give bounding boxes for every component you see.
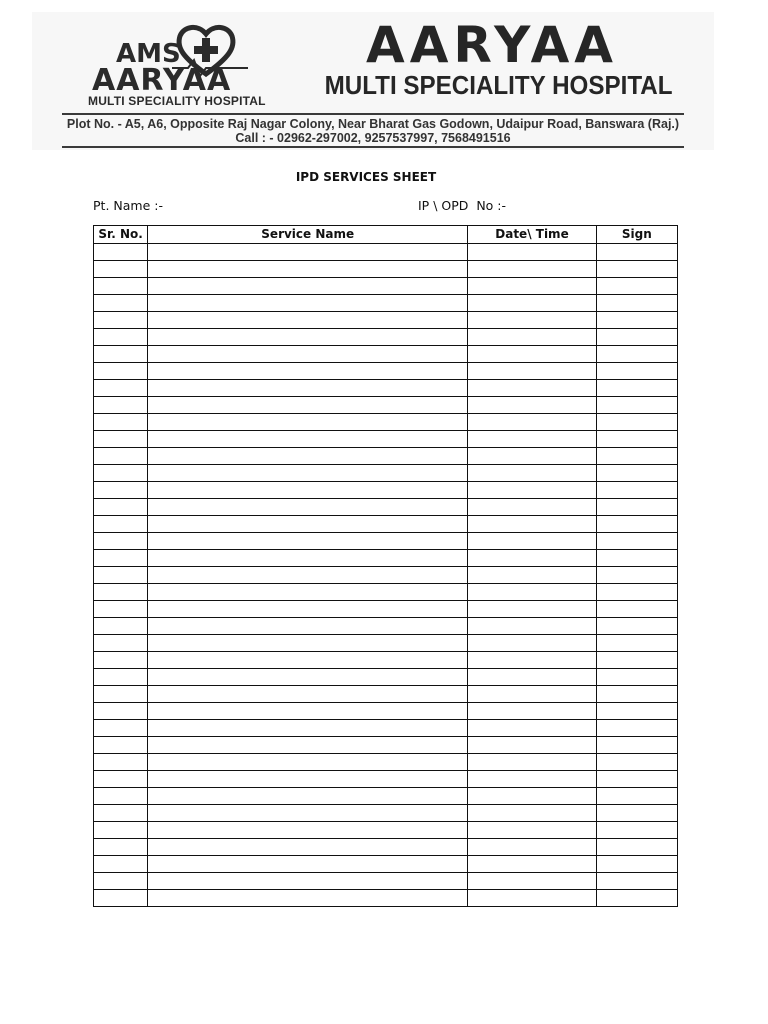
- hospital-address: Plot No. - A5, A6, Opposite Raj Nagar Colony, Near Bharat Gas Godown, Udaipur Road, Banswara (Raj.): [66, 117, 680, 131]
- header-date-time: Date\ Time: [468, 226, 596, 244]
- sign-cell[interactable]: [596, 550, 677, 567]
- sr-no-cell[interactable]: [94, 244, 148, 261]
- letterhead-bottom-rule: [62, 146, 684, 148]
- table-row: [94, 686, 678, 703]
- date-time-cell[interactable]: [468, 873, 596, 890]
- sheet-title: IPD SERVICES SHEET: [295, 170, 437, 184]
- table-row: [94, 635, 678, 652]
- table-row: [94, 550, 678, 567]
- service-name-cell[interactable]: [148, 312, 468, 329]
- table-row: [94, 397, 678, 414]
- date-time-cell[interactable]: [468, 720, 596, 737]
- sr-no-cell[interactable]: [94, 363, 148, 380]
- table-row: [94, 533, 678, 550]
- sign-cell[interactable]: [596, 737, 677, 754]
- service-name-cell[interactable]: [148, 278, 468, 295]
- hospital-name-block: [312, 16, 673, 100]
- date-time-cell[interactable]: [468, 771, 596, 788]
- sr-no-cell[interactable]: [94, 754, 148, 771]
- sr-no-cell[interactable]: [94, 873, 148, 890]
- sr-no-cell[interactable]: [94, 346, 148, 363]
- sign-cell[interactable]: [596, 397, 677, 414]
- table-row: [94, 312, 678, 329]
- sr-no-cell[interactable]: [94, 397, 148, 414]
- letterhead-top-rule: [62, 113, 684, 115]
- sr-no-cell[interactable]: [94, 431, 148, 448]
- sr-no-cell[interactable]: [94, 703, 148, 720]
- date-time-cell[interactable]: [468, 363, 596, 380]
- sign-cell[interactable]: [596, 516, 677, 533]
- date-time-cell[interactable]: [468, 448, 596, 465]
- sr-no-cell[interactable]: [94, 584, 148, 601]
- sign-cell[interactable]: [596, 567, 677, 584]
- sr-no-cell[interactable]: [94, 550, 148, 567]
- service-name-cell[interactable]: [148, 601, 468, 618]
- date-time-cell[interactable]: [468, 788, 596, 805]
- patient-name-label: Pt. Name :-: [93, 198, 163, 213]
- sign-cell[interactable]: [596, 601, 677, 618]
- sign-cell[interactable]: [596, 890, 677, 907]
- sr-no-cell[interactable]: [94, 737, 148, 754]
- logo-name: AARYAA: [92, 63, 232, 98]
- sr-no-cell[interactable]: [94, 788, 148, 805]
- table-row: [94, 363, 678, 380]
- date-time-cell[interactable]: [468, 669, 596, 686]
- sr-no-cell[interactable]: [94, 720, 148, 737]
- date-time-cell[interactable]: [468, 295, 596, 312]
- service-name-cell[interactable]: [148, 499, 468, 516]
- date-time-cell[interactable]: [468, 839, 596, 856]
- table-row: [94, 737, 678, 754]
- sr-no-cell[interactable]: [94, 635, 148, 652]
- table-row: [94, 346, 678, 363]
- table-row: [94, 873, 678, 890]
- table-row: [94, 465, 678, 482]
- table-row: [94, 567, 678, 584]
- sign-cell[interactable]: [596, 669, 677, 686]
- table-row: [94, 822, 678, 839]
- sr-no-cell[interactable]: [94, 380, 148, 397]
- service-name-cell[interactable]: [148, 533, 468, 550]
- sign-cell[interactable]: [596, 482, 677, 499]
- date-time-cell[interactable]: [468, 329, 596, 346]
- sign-cell[interactable]: [596, 312, 677, 329]
- date-time-cell[interactable]: [468, 686, 596, 703]
- sign-cell[interactable]: [596, 805, 677, 822]
- sr-no-cell[interactable]: [94, 839, 148, 856]
- table-row: [94, 261, 678, 278]
- header-sr-no: Sr. No.: [94, 226, 148, 244]
- table-row: [94, 499, 678, 516]
- sign-cell[interactable]: [596, 788, 677, 805]
- table-row: [94, 448, 678, 465]
- date-time-cell[interactable]: [468, 703, 596, 720]
- sr-no-cell[interactable]: [94, 414, 148, 431]
- sign-cell[interactable]: [596, 873, 677, 890]
- table-row: [94, 720, 678, 737]
- date-time-cell[interactable]: [468, 261, 596, 278]
- table-row: [94, 329, 678, 346]
- sr-no-cell[interactable]: [94, 312, 148, 329]
- date-time-cell[interactable]: [468, 890, 596, 907]
- service-name-cell[interactable]: [148, 805, 468, 822]
- table-row: [94, 618, 678, 635]
- service-name-cell[interactable]: [148, 397, 468, 414]
- sr-no-cell[interactable]: [94, 669, 148, 686]
- service-name-cell[interactable]: [148, 380, 468, 397]
- sign-cell[interactable]: [596, 652, 677, 669]
- date-time-cell[interactable]: [468, 584, 596, 601]
- date-time-cell[interactable]: [468, 550, 596, 567]
- service-name-cell[interactable]: [148, 686, 468, 703]
- sr-no-cell[interactable]: [94, 890, 148, 907]
- sign-cell[interactable]: [596, 499, 677, 516]
- sign-cell[interactable]: [596, 261, 677, 278]
- sr-no-cell[interactable]: [94, 329, 148, 346]
- date-time-cell[interactable]: [468, 567, 596, 584]
- date-time-cell[interactable]: [468, 652, 596, 669]
- service-name-cell[interactable]: [148, 329, 468, 346]
- date-time-cell[interactable]: [468, 465, 596, 482]
- service-name-cell[interactable]: [148, 295, 468, 312]
- service-name-cell[interactable]: [148, 482, 468, 499]
- date-time-cell[interactable]: [468, 856, 596, 873]
- sign-cell[interactable]: [596, 278, 677, 295]
- sign-cell[interactable]: [596, 380, 677, 397]
- service-name-cell[interactable]: [148, 346, 468, 363]
- sr-no-cell[interactable]: [94, 448, 148, 465]
- table-row: [94, 482, 678, 499]
- sign-cell[interactable]: [596, 856, 677, 873]
- service-name-cell[interactable]: [148, 261, 468, 278]
- service-name-cell[interactable]: [148, 737, 468, 754]
- table-row: [94, 890, 678, 907]
- table-row: [94, 414, 678, 431]
- sr-no-cell[interactable]: [94, 618, 148, 635]
- date-time-cell[interactable]: [468, 244, 596, 261]
- sign-cell[interactable]: [596, 346, 677, 363]
- sr-no-cell[interactable]: [94, 771, 148, 788]
- service-name-cell[interactable]: [148, 550, 468, 567]
- logo-tagline: MULTI SPECIALITY HOSPITAL: [88, 94, 266, 108]
- sr-no-cell[interactable]: [94, 295, 148, 312]
- sign-cell[interactable]: [596, 533, 677, 550]
- date-time-cell[interactable]: [468, 397, 596, 414]
- sr-no-cell[interactable]: [94, 261, 148, 278]
- service-name-cell[interactable]: [148, 618, 468, 635]
- table-row: [94, 516, 678, 533]
- service-name-cell[interactable]: [148, 465, 468, 482]
- hospital-name: AARYAA: [366, 16, 618, 74]
- table-row: [94, 839, 678, 856]
- date-time-cell[interactable]: [468, 805, 596, 822]
- sign-cell[interactable]: [596, 363, 677, 380]
- table-row: [94, 754, 678, 771]
- sr-no-cell[interactable]: [94, 465, 148, 482]
- sign-cell[interactable]: [596, 584, 677, 601]
- service-name-cell[interactable]: [148, 754, 468, 771]
- sr-no-cell[interactable]: [94, 499, 148, 516]
- service-name-cell[interactable]: [148, 669, 468, 686]
- date-time-cell[interactable]: [468, 533, 596, 550]
- service-name-cell[interactable]: [148, 414, 468, 431]
- sr-no-cell[interactable]: [94, 482, 148, 499]
- service-name-cell[interactable]: [148, 431, 468, 448]
- date-time-cell[interactable]: [468, 380, 596, 397]
- date-time-cell[interactable]: [468, 618, 596, 635]
- hospital-logo: [88, 22, 318, 118]
- table-row: [94, 431, 678, 448]
- table-body: [94, 244, 678, 907]
- sign-cell[interactable]: [596, 329, 677, 346]
- sign-cell[interactable]: [596, 414, 677, 431]
- table-row: [94, 771, 678, 788]
- logo-monogram: AMS: [116, 39, 181, 69]
- sr-no-cell[interactable]: [94, 822, 148, 839]
- service-name-cell[interactable]: [148, 720, 468, 737]
- hospital-phone: Call : - 02962-297002, 9257537997, 7568491516: [235, 131, 511, 145]
- date-time-cell[interactable]: [468, 482, 596, 499]
- service-name-cell[interactable]: [148, 703, 468, 720]
- service-name-cell[interactable]: [148, 652, 468, 669]
- table-row: [94, 788, 678, 805]
- date-time-cell[interactable]: [468, 822, 596, 839]
- service-name-cell[interactable]: [148, 822, 468, 839]
- sign-cell[interactable]: [596, 822, 677, 839]
- sign-cell[interactable]: [596, 618, 677, 635]
- table-header-row: [94, 226, 678, 244]
- sign-cell[interactable]: [596, 720, 677, 737]
- service-name-cell[interactable]: [148, 244, 468, 261]
- sign-cell[interactable]: [596, 839, 677, 856]
- table-row: [94, 856, 678, 873]
- sr-no-cell[interactable]: [94, 686, 148, 703]
- table-row: [94, 703, 678, 720]
- date-time-cell[interactable]: [468, 516, 596, 533]
- service-name-cell[interactable]: [148, 788, 468, 805]
- sign-cell[interactable]: [596, 448, 677, 465]
- table-row: [94, 601, 678, 618]
- service-name-cell[interactable]: [148, 856, 468, 873]
- hospital-subtitle: MULTI SPECIALITY HOSPITAL: [324, 70, 673, 100]
- sr-no-cell[interactable]: [94, 278, 148, 295]
- date-time-cell[interactable]: [468, 754, 596, 771]
- sr-no-cell[interactable]: [94, 516, 148, 533]
- sr-no-cell[interactable]: [94, 652, 148, 669]
- sign-cell[interactable]: [596, 771, 677, 788]
- table-row: [94, 278, 678, 295]
- service-name-cell[interactable]: [148, 839, 468, 856]
- service-name-cell[interactable]: [148, 873, 468, 890]
- service-name-cell[interactable]: [148, 516, 468, 533]
- sign-cell[interactable]: [596, 686, 677, 703]
- service-name-cell[interactable]: [148, 771, 468, 788]
- date-time-cell[interactable]: [468, 431, 596, 448]
- sign-cell[interactable]: [596, 754, 677, 771]
- services-table: [93, 225, 678, 907]
- table-row: [94, 380, 678, 397]
- table-row: [94, 669, 678, 686]
- sign-cell[interactable]: [596, 431, 677, 448]
- header-sign: Sign: [596, 226, 677, 244]
- ip-opd-number-label: IP \ OPD No :-: [418, 198, 507, 213]
- table-row: [94, 584, 678, 601]
- sr-no-cell[interactable]: [94, 856, 148, 873]
- table-row: [94, 652, 678, 669]
- service-name-cell[interactable]: [148, 567, 468, 584]
- service-name-cell[interactable]: [148, 635, 468, 652]
- table-row: [94, 295, 678, 312]
- service-name-cell[interactable]: [148, 584, 468, 601]
- sr-no-cell[interactable]: [94, 805, 148, 822]
- sign-cell[interactable]: [596, 244, 677, 261]
- table-row: [94, 244, 678, 261]
- sr-no-cell[interactable]: [94, 567, 148, 584]
- date-time-cell[interactable]: [468, 278, 596, 295]
- header-service-name: Service Name: [148, 226, 468, 244]
- service-name-cell[interactable]: [148, 448, 468, 465]
- sign-cell[interactable]: [596, 295, 677, 312]
- date-time-cell[interactable]: [468, 499, 596, 516]
- sign-cell[interactable]: [596, 465, 677, 482]
- sr-no-cell[interactable]: [94, 601, 148, 618]
- table-row: [94, 805, 678, 822]
- date-time-cell[interactable]: [468, 737, 596, 754]
- date-time-cell[interactable]: [468, 635, 596, 652]
- date-time-cell[interactable]: [468, 346, 596, 363]
- sr-no-cell[interactable]: [94, 533, 148, 550]
- service-name-cell[interactable]: [148, 363, 468, 380]
- date-time-cell[interactable]: [468, 312, 596, 329]
- sign-cell[interactable]: [596, 635, 677, 652]
- date-time-cell[interactable]: [468, 601, 596, 618]
- sign-cell[interactable]: [596, 703, 677, 720]
- date-time-cell[interactable]: [468, 414, 596, 431]
- service-name-cell[interactable]: [148, 890, 468, 907]
